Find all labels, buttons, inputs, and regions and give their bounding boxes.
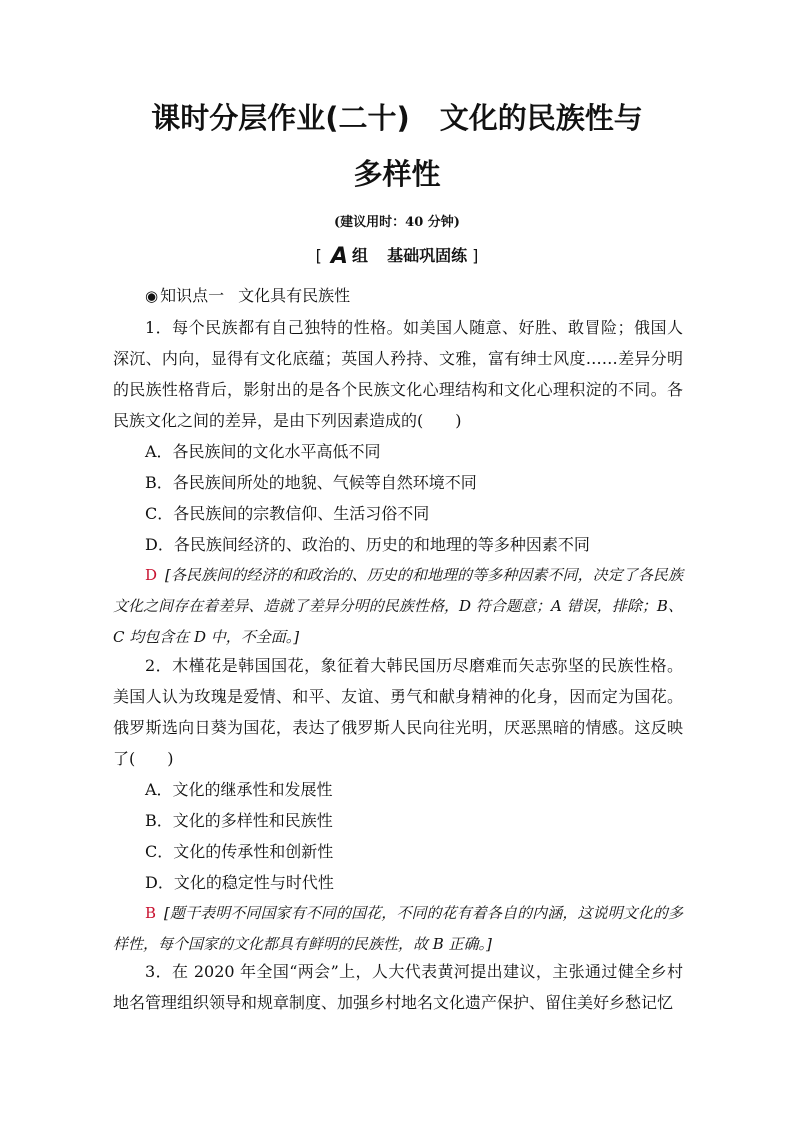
- question-3: [113, 956, 683, 1018]
- page-title-line-1: [112, 96, 682, 137]
- knowledge-point-label: 知识点一: [160, 286, 225, 305]
- question-2: [113, 650, 683, 960]
- knowledge-point-heading: [145, 283, 350, 306]
- page-title-line-2: 多样性: [353, 157, 441, 191]
- option-a: A．文化的继承性和发展性: [145, 780, 333, 799]
- answer-explanation: [113, 898, 683, 960]
- bracket-left: [: [315, 246, 322, 265]
- question-stem: 2．木槿花是韩国国花，象征着大韩民国历尽磨难而矢志弥坚的民族性格。美国人认为玫瑰是爱情、和平、友谊、勇气和献身精神的化身，因而定为国花。俄罗斯选向日葵为国花，表达了俄罗斯人民向往光明，厌恶黑暗的情感。这反映了( ): [113, 656, 683, 768]
- title-main: 课时分层作业(二十): [151, 101, 410, 135]
- bracket-right: ]: [472, 246, 479, 265]
- title-sub: 文化的民族性与: [439, 101, 643, 135]
- option-b: B．文化的多样性和民族性: [145, 811, 333, 830]
- question-stem: 1．每个民族都有自己独特的性格。如美国人随意、好胜、敢冒险；俄国人深沉、内向，显得有文化底蕴；英国人矜持、文雅，富有绅士风度……差异分明的民族性格背后，影射出的是各个民族文化心理结构和文化心理积淀的不同。各民族文化之间的差异，是由下列因素造成的( ): [113, 318, 683, 430]
- question-1: [113, 312, 683, 653]
- option-c: C．各民族间的宗教信仰、生活习俗不同: [145, 504, 430, 523]
- group-description: 基础巩固练: [387, 246, 468, 265]
- group-name: 组: [351, 246, 368, 265]
- answer-letter: B: [145, 904, 157, 922]
- option-d: D．各民族间经济的、政治的、历史的和地理的等多种因素不同: [145, 535, 590, 554]
- answer-text: [各民族间的经济的和政治的、历史的和地理的等多种因素不同，决定了各民族文化之间存在着差异、造就了差异分明的民族性格，D 符合题意；A 错误，排除；B、C 均包含在 D 中，不全面。]: [113, 566, 683, 646]
- answer-letter: D: [145, 566, 158, 584]
- answer-text: [题干表明不同国家有不同的国花，不同的花有着各自的内涵，这说明文化的多样性，每个国家的文化都具有鲜明的民族性，故 B 正确。]: [113, 904, 683, 953]
- option-d: D．文化的稳定性与时代性: [145, 873, 334, 892]
- option-a: A．各民族间的文化水平高低不同: [145, 442, 381, 461]
- knowledge-point-title: 文化具有民族性: [238, 286, 351, 305]
- question-stem: 3．在 2020 年全国“两会”上，人大代表黄河提出建议，主张通过健全乡村地名管理组织领导和规章制度、加强乡村地名文化遗产保护、留住美好乡愁记忆: [113, 962, 683, 1012]
- answer-explanation: [113, 560, 683, 653]
- bullet-icon: ◉: [145, 287, 159, 305]
- group-heading: [0, 243, 794, 269]
- group-letter: A: [330, 244, 348, 269]
- suggested-time: (建议用时：40 分钟): [334, 215, 460, 230]
- option-c: C．文化的传承性和创新性: [145, 842, 334, 861]
- option-b: B．各民族间所处的地貌、气候等自然环境不同: [145, 473, 477, 492]
